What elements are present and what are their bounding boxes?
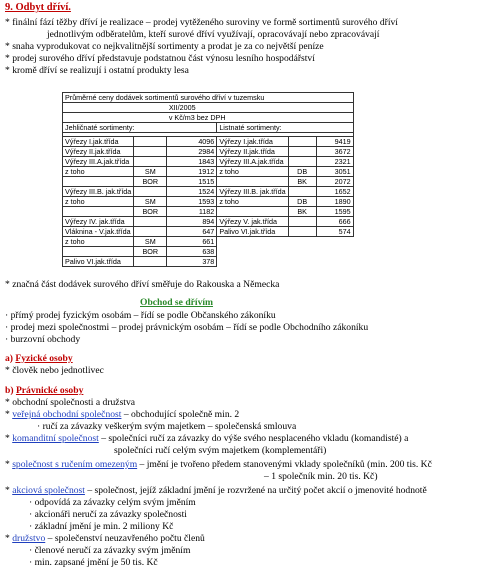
- table-row: Výřezy I.jak.třída 4096 Výřezy I.jak.třída 9419: [63, 137, 354, 147]
- vos-link[interactable]: veřejná obchodní společnost: [12, 409, 122, 420]
- as-link[interactable]: akciová společnost: [12, 485, 85, 496]
- vos-text: – obchodující společně min. 2: [121, 409, 240, 420]
- vos-line: * veřejná obchodní společnost – obchodující společně min. 2: [5, 409, 240, 420]
- bullet-2: * snaha vyprodukovat co nejkvalitnější sortimenty a prodat je za co největší peníze: [5, 41, 324, 52]
- table-row: Výřezy III.B. jak.třída 1524 Výřezy III.B. jak.třída 1652: [63, 187, 354, 197]
- sro-text-2: – 1 společník min. 20 tis. Kč): [264, 471, 378, 482]
- ks-line: * komanditní společnost – společníci ručí za závazky do výše svého nesplaceného vkladu (komandisté) a: [5, 433, 409, 444]
- price-table: [62, 92, 354, 267]
- legal-persons-label: Právnické osoby: [15, 385, 84, 396]
- coniferous-header: Jehličnaté sortimenty:: [63, 123, 217, 133]
- table-row: Výřezy III.A.jak.třída 1843 Výřezy III.A.jak.třída 2321: [63, 157, 354, 167]
- trade-item-1: · přímý prodej fyzickým osobám – řídí se podle Občanského zákoníku: [5, 310, 276, 321]
- vos-sub: · ručí za závazky veškerým svým majetkem – společenská smlouva: [37, 421, 297, 432]
- table-row: BOR 1182 BK 1595: [63, 207, 354, 217]
- sro-line: * společnost s ručením omezeným – jmění je tvořeno předem stanovenými vklady společníků (min. 200 tis. Kč: [5, 459, 432, 470]
- legal-persons-heading: [5, 385, 83, 396]
- sro-link[interactable]: společnost s ručením omezeným: [12, 459, 138, 470]
- bullet-1-cont: jednotlivým odběratelům, kteří surové dříví využívají, opracovávají nebo zpracovávají: [47, 29, 380, 40]
- table-row: z toho SM 1912 z toho DB 3051: [63, 167, 354, 177]
- trade-heading: Obchod se dřívím: [140, 297, 214, 308]
- table-row: z toho SM 661: [63, 237, 354, 247]
- table-row: z toho SM 1593 z toho DB 1890: [63, 197, 354, 207]
- table-units: v Kč/m3 bez DPH: [167, 113, 353, 123]
- table-title: Průměrné ceny dodávek sortimentů surového dříví v tuzemsku: [63, 93, 354, 103]
- bullet-3: * prodej surového dříví představuje podstatnou část výnosu lesního hospodářství: [5, 53, 315, 64]
- table-row: Výřezy II.jak.třída 2984 Výřezy II.jak.třída 3672: [63, 147, 354, 157]
- trade-item-2: · prodej mezi společnostmi – prodej právnickým osobám – řídí se podle Obchodního zákoníku: [5, 322, 369, 333]
- ks-text-2: společníci ručí celým svým majetkem (komplementáři): [114, 445, 327, 456]
- table-row: Výřezy IV. jak.třída 894 Výřezy V. jak.třída 666: [63, 217, 354, 227]
- table-row: Vláknina - V.jak.třída 647 Palivo VI.jak.třída 574: [63, 227, 354, 237]
- table-row: BOR 1515 BK 2072: [63, 177, 354, 187]
- natural-persons-prefix: a): [5, 353, 16, 364]
- natural-persons-item: * člověk nebo jednotlivec: [5, 365, 104, 376]
- sro-text: – jmění je tvořeno předem stanovenými vklady společníků (min. 200 tis. Kč: [137, 459, 432, 470]
- table-row: Palivo VI.jak.třída 378: [63, 257, 354, 267]
- section-title: 9. Odbyt dříví.: [5, 2, 71, 13]
- ks-text: – společníci ručí za závazky do výše svého nesplaceného vkladu (komandisté) a: [98, 433, 409, 444]
- dr-text: – společenství neuzavřeného počtu členů: [45, 533, 205, 544]
- dr-link[interactable]: družstvo: [12, 533, 46, 544]
- dr-sub-1: · členové neručí za závazky svým jměním: [29, 545, 191, 556]
- table-period: XII/2005: [167, 103, 353, 113]
- natural-persons-heading: [5, 353, 73, 364]
- as-text: – společnost, jejíž základní jmění je rozvržené na určitý počet akcií o jmenovité hodnotě: [84, 485, 427, 496]
- ks-link[interactable]: komanditní společnost: [12, 433, 99, 444]
- legal-persons-item: * obchodní společnosti a družstva: [5, 397, 136, 408]
- natural-persons-label: Fyzické osoby: [15, 353, 73, 364]
- bullet-4: * kromě dříví se realizují i ostatní produkty lesa: [5, 65, 189, 76]
- as-sub-3: · základní jmění je min. 2 miliony Kč: [29, 521, 174, 532]
- export-note: * značná část dodávek surového dříví směřuje do Rakouska a Německa: [5, 279, 280, 290]
- trade-item-3: · burzovní obchody: [5, 334, 81, 345]
- bullet-1: * finální fází těžby dříví je realizace – prodej vytěženého suroviny ve formě sortimentů surového dříví: [5, 17, 398, 28]
- as-sub-2: · akcionáři neručí za závazky společnosti: [29, 509, 187, 520]
- broadleaf-header: Listnaté sortimenty:: [217, 123, 353, 133]
- as-sub-1: · odpovídá za závazky celým svým jměním: [29, 497, 196, 508]
- as-line: * akciová společnost – společnost, jejíž základní jmění je rozvržené na určitý počet akcií o jmenovité hodnotě: [5, 485, 427, 496]
- legal-persons-prefix: b): [5, 385, 16, 396]
- dr-sub-2: · min. zapsané jmění je 50 tis. Kč: [29, 557, 158, 568]
- table-row: BOR 638: [63, 247, 354, 257]
- dr-line: * družstvo – společenství neuzavřeného počtu členů: [5, 533, 205, 544]
